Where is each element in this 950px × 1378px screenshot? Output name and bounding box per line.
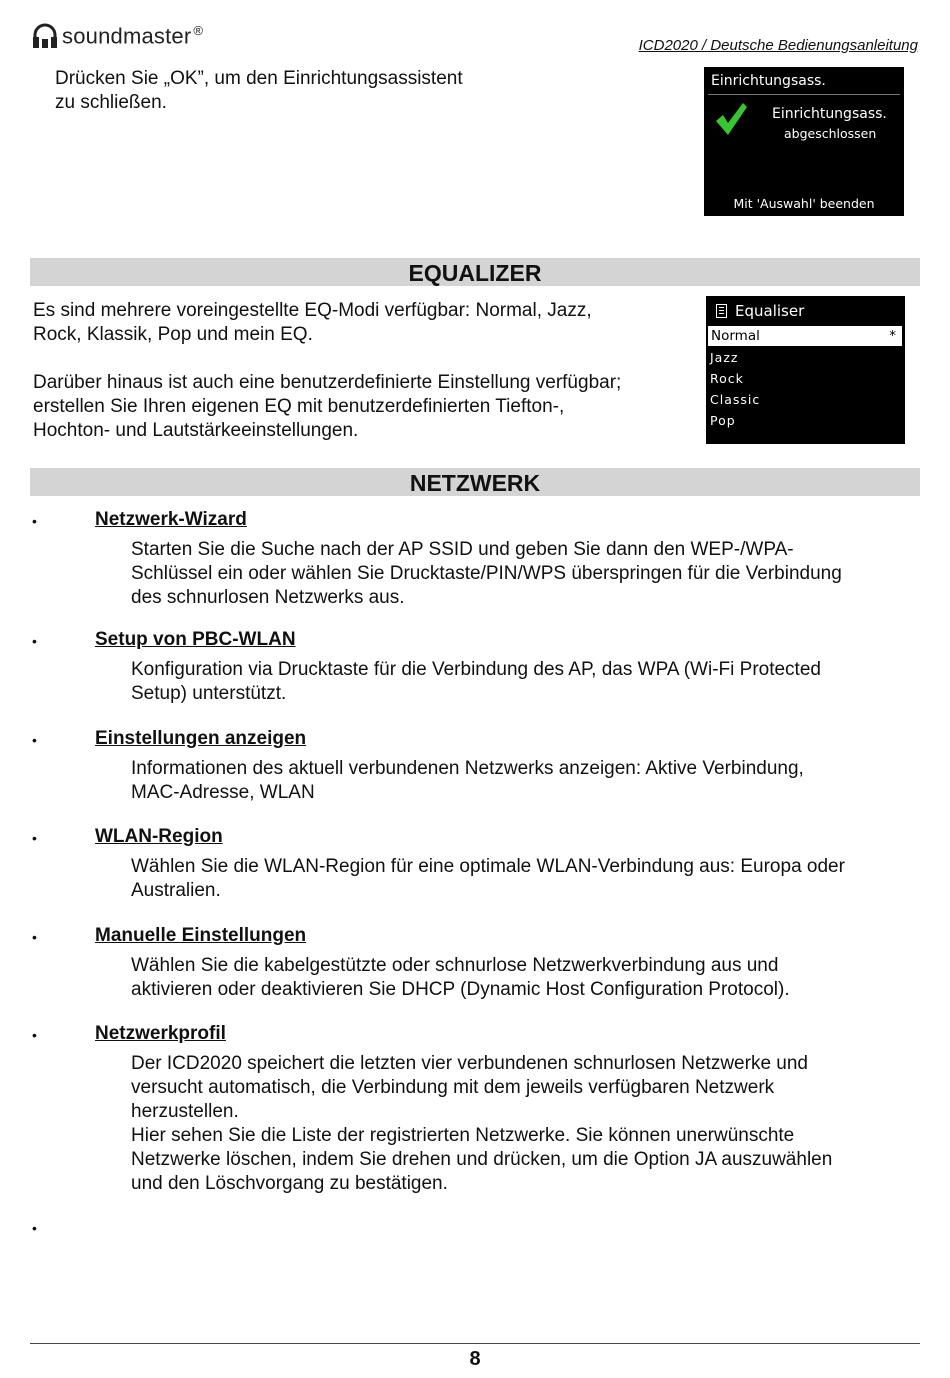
bullet: • (32, 513, 37, 529)
description-line: Der ICD2020 speichert die letzten vier verbundenen schnurlosen Netzwerke und (131, 1053, 808, 1074)
screen-message: Einrichtungsass. (772, 106, 887, 122)
paragraph-line: Es sind mehrere voreingestellte EQ-Modi verfügbar: Normal, Jazz, (33, 300, 592, 321)
bullet: • (32, 929, 37, 945)
description-line: Informationen des aktuell verbundenen Netzwerks anzeigen: Aktive Verbindung, (131, 758, 804, 779)
item-description (131, 1052, 921, 1196)
description-line: Konfiguration via Drucktaste für die Verbindung des AP, das WPA (Wi-Fi Protected (131, 659, 821, 680)
item-heading: Setup von PBC-WLAN (95, 629, 296, 650)
selected-marker: * (889, 328, 896, 344)
item-heading: Einstellungen anzeigen (95, 728, 307, 749)
list-icon (716, 304, 727, 318)
item-heading: Netzwerk-Wizard (95, 509, 247, 530)
paragraph-line: Darüber hinaus ist auch eine benutzerdefinierte Einstellung verfügbar; (33, 372, 622, 393)
paragraph-line: Rock, Klassik, Pop und mein EQ. (33, 324, 313, 345)
description-line: herzustellen. (131, 1101, 239, 1122)
item-description (131, 658, 921, 706)
item-description (131, 855, 921, 903)
checkmark-icon (714, 101, 748, 137)
description-line: Schlüssel ein oder wählen Sie Drucktaste/PIN/WPS überspringen für die Verbindung (131, 563, 842, 584)
screen-footer: Mit 'Auswahl' beenden (733, 196, 875, 211)
description-line: Australien. (131, 880, 221, 901)
description-line: Netzwerke löschen, indem Sie drehen und drücken, um die Option JA auszuwählen (131, 1149, 833, 1170)
menu-item: Classic (710, 392, 761, 407)
description-line: MAC-Adresse, WLAN (131, 782, 315, 803)
description-line: Starten Sie die Suche nach der AP SSID und geben Sie dann den WEP-/WPA- (131, 539, 794, 560)
description-line: Setup) unterstützt. (131, 683, 287, 704)
menu-item-selected (708, 326, 902, 346)
item-heading: WLAN-Region (95, 826, 223, 847)
screen-title: Einrichtungsass. (711, 73, 826, 89)
item-description (131, 538, 921, 610)
description-line: versucht automatisch, die Verbindung mit dem jeweils verfügbaren Netzwerk (131, 1077, 775, 1098)
bullet: • (32, 1027, 37, 1043)
description-line: Hier sehen Sie die Liste der registrierten Netzwerke. Sie können unerwünschte (131, 1125, 795, 1146)
equalizer-paragraph-2 (33, 371, 693, 443)
description-line: aktivieren oder deaktivieren Sie DHCP (Dynamic Host Configuration Protocol). (131, 979, 790, 1000)
bullet: • (32, 1220, 37, 1236)
paragraph-line: Hochton- und Lautstärkeeinstellungen. (33, 420, 359, 441)
section-heading-network: NETZWERK (30, 468, 920, 496)
brand-name: soundmaster ® (62, 22, 204, 49)
item-description (131, 757, 921, 805)
description-line: des schnurlosen Netzwerks aus. (131, 587, 405, 608)
menu-item: Pop (710, 413, 736, 428)
description-line: Wählen Sie die kabelgestützte oder schnurlose Netzwerkverbindung aus und (131, 955, 779, 976)
item-heading: Manuelle Einstellungen (95, 925, 307, 946)
intro-line: Drücken Sie „OK”, um den Einrichtungsassistent (55, 68, 463, 89)
bullet: • (32, 633, 37, 649)
equaliser-screen (706, 296, 905, 444)
footer-divider (30, 1343, 920, 1344)
menu-item: Jazz (710, 350, 739, 365)
screen-divider (708, 94, 900, 95)
soundmaster-logo-icon (32, 22, 58, 50)
item-heading: Netzwerkprofil (95, 1023, 226, 1044)
description-line: Wählen Sie die WLAN-Region für eine optimale WLAN-Verbindung aus: Europa oder (131, 856, 845, 877)
intro-text (55, 67, 463, 115)
page-number: 8 (469, 1348, 481, 1370)
screen-message-sub: abgeschlossen (784, 126, 877, 141)
equalizer-paragraph-1 (33, 299, 693, 347)
intro-line: zu schließen. (55, 92, 167, 113)
brand-logo (32, 22, 203, 50)
menu-item: Rock (710, 371, 744, 386)
menu-item-label: Normal (711, 328, 760, 344)
section-heading-equalizer: EQUALIZER (30, 258, 920, 286)
description-line: und den Löschvorgang zu bestätigen. (131, 1173, 448, 1194)
bullet: • (32, 732, 37, 748)
registered-mark: ® (193, 22, 204, 38)
document-title: ICD2020 / Deutsche Bedienungsanleitung (638, 37, 918, 54)
bullet: • (32, 830, 37, 846)
item-description (131, 954, 921, 1002)
screen-header (716, 302, 804, 320)
paragraph-line: erstellen Sie Ihren eigenen EQ mit benutzerdefinierten Tiefton-, (33, 396, 565, 417)
setup-complete-screen (704, 67, 904, 216)
screen-title: Equaliser (735, 302, 805, 320)
